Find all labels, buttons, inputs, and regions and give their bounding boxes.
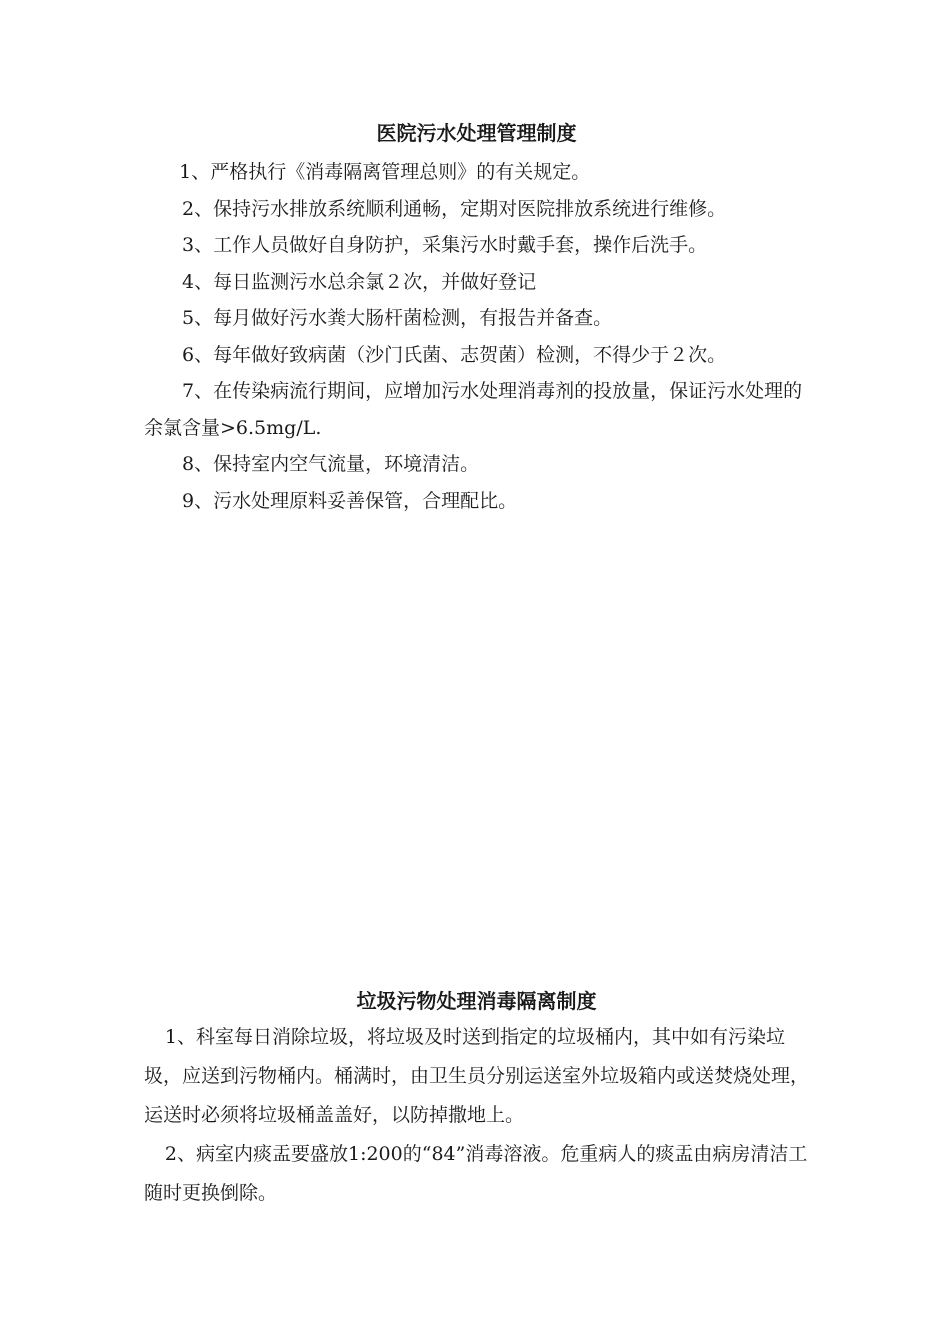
section-waste-disinfection (144, 986, 809, 1213)
list-item: 2、病室内痰盂要盛放1:200的“84”消毒溶液。危重病人的痰盂由病房清洁工随时更换倒除。 (144, 1143, 808, 1204)
section-sewage-management (144, 118, 809, 519)
list-item: 1、严格执行《消毒隔离管理总则》的有关规定。 (179, 161, 591, 183)
list-item: 5、每月做好污水粪大肠杆菌检测，有报告并备查。 (182, 307, 613, 329)
list-item: 3、工作人员做好自身防护，采集污水时戴手套，操作后洗手。 (182, 234, 708, 256)
list-item: 6、每年做好致病菌（沙门氏菌、志贺菌）检测，不得少于２次。 (182, 343, 727, 366)
list-item: 2、保持污水排放系统顺利通畅，定期对医院排放系统进行维修。 (182, 197, 727, 220)
list-item: 9、污水处理原料妥善保管，合理配比。 (182, 489, 518, 512)
section-title: 垃圾污物处理消毒隔离制度 (356, 989, 597, 1013)
list-item: 1、科室每日消除垃圾，将垃圾及时送到指定的垃圾桶内，其中如有污染垃圾，应送到污物桶内。桶满时，由卫生员分别运送室外垃圾箱内或送焚烧处理，运送时必须将垃圾桶盖盖好，以防掉撒地上。 (144, 1026, 810, 1126)
list-item: 8、保持室内空气流量，环境清洁。 (182, 453, 480, 475)
list-item: 7、在传染病流行期间，应增加污水处理消毒剂的投放量，保证污水处理的余氯含量>6.5mg/L. (144, 380, 803, 439)
list-item: 4、每日监测污水总余氯２次，并做好登记 (182, 270, 537, 293)
section-title: 医院污水处理管理制度 (376, 121, 577, 145)
